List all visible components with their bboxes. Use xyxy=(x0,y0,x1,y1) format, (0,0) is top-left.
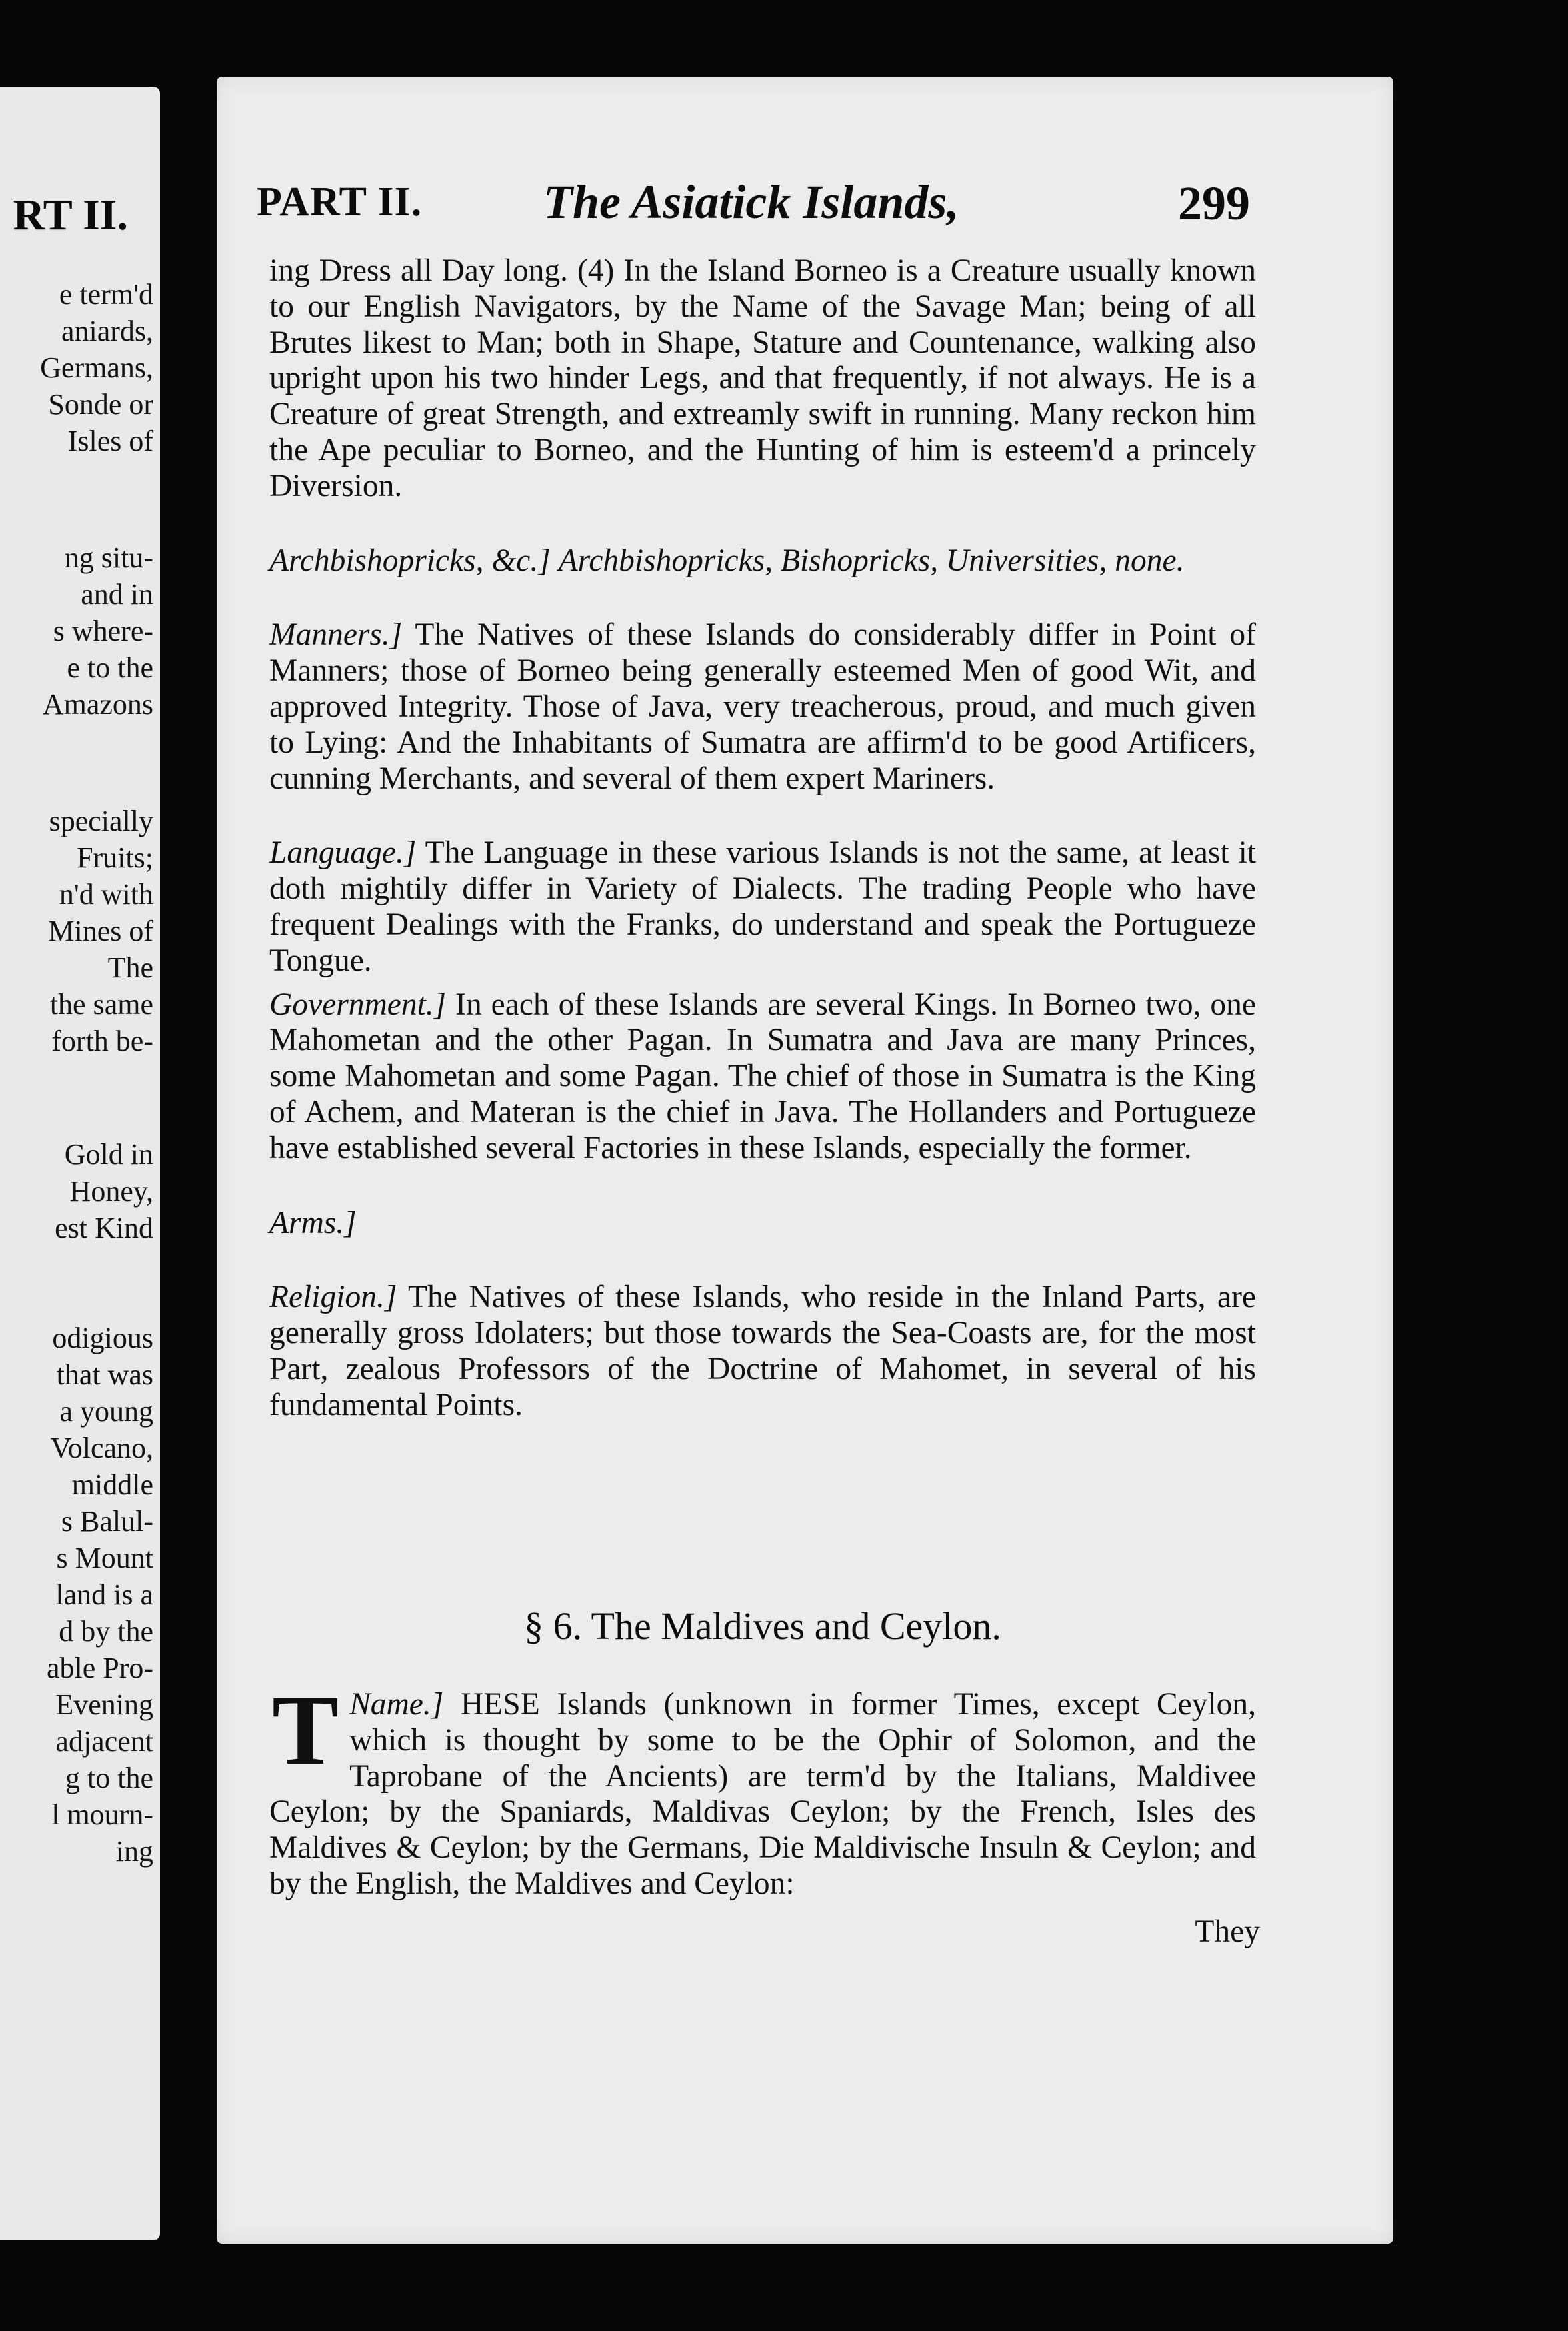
left-page-line: Germans, xyxy=(40,351,153,384)
side-label: Arms.] xyxy=(269,1205,357,1240)
left-page-line: the same xyxy=(49,988,153,1021)
left-page-line: aniards, xyxy=(61,315,153,347)
left-running-head: RT II. xyxy=(13,191,128,239)
left-page-line: Volcano, xyxy=(50,1432,153,1464)
left-page-line: Fruits; xyxy=(77,841,153,874)
section-heading: § 6. The Maldives and Ceylon. xyxy=(524,1604,1001,1648)
left-page-line: middle xyxy=(71,1468,153,1501)
left-page-line: Gold in xyxy=(64,1138,153,1171)
paragraph-arms xyxy=(269,1206,1256,1242)
left-page-line: s where- xyxy=(53,615,153,647)
paragraph-text: HESE Islands (unknown in former Times, except Ceylon, which is thought by some to be the Ophir of Solomon, and the Taprobane of the Ancients) are term'd by the Italians, Maldivee Ceylon; by the Spaniards, Maldivas Ceylon; by the French, Isles des Maldives & Ceylon; by the Germans, Die Maldivische Insuln & Ceylon; and by the English, the Maldives and Ceylon: xyxy=(269,1687,1257,1901)
left-page-line: The xyxy=(107,951,153,984)
running-header xyxy=(257,175,1250,239)
left-page-line: s Balul- xyxy=(61,1505,153,1538)
left-page-line: Sonde or xyxy=(48,388,153,421)
drop-capital: T xyxy=(272,1675,339,1786)
left-page-line: specially xyxy=(49,805,153,837)
body-text xyxy=(269,253,1256,1424)
left-page-line: odigious xyxy=(52,1322,153,1354)
paragraph-manners xyxy=(269,617,1256,797)
left-page-line: Amazons xyxy=(42,688,153,721)
paragraph-text: Archbishopricks, Bishopricks, Universities, none. xyxy=(558,543,1185,578)
left-page-line: n'd with xyxy=(59,878,153,911)
paragraph-text: The Natives of these Islands, who reside in the Inland Parts, are generally gross Idolaters; but those towards the Sea-Coasts are, for the most Part, zealous Professors of the Doctrine of Mahomet, in several of his fundamental Points. xyxy=(269,1280,1256,1422)
left-page-line: ing xyxy=(115,1835,153,1868)
left-page-line: ng situ- xyxy=(64,541,153,574)
side-label: Manners.] xyxy=(269,617,403,653)
paragraph-text: In each of these Islands are several Kings. In Borneo two, one Mahometan and the other Pagan. In Sumatra and Java are many Princes, some Mahometan and some Pagan. The chief of those in Sumatra is the King of Achem, and Materan is the chief in Java. The Hollanders and Portugueze have established several Factories in these Islands, especially the former. xyxy=(269,987,1257,1166)
left-page-line: g to the xyxy=(65,1762,153,1794)
left-page-line: s Mount xyxy=(56,1542,153,1574)
side-label: Archbishopricks, &c.] xyxy=(269,543,551,578)
paragraph-archbishopricks xyxy=(269,543,1256,579)
side-label: Religion.] xyxy=(269,1280,397,1315)
left-page-line: e term'd xyxy=(59,278,153,311)
left-page-line: Mines of xyxy=(48,915,153,947)
paragraph-language xyxy=(269,835,1256,979)
side-label: Government.] xyxy=(269,987,447,1022)
paragraph-religion xyxy=(269,1280,1256,1423)
left-page-line: that was xyxy=(56,1358,153,1391)
left-page-line: Isles of xyxy=(67,425,153,457)
section-body xyxy=(269,1675,1257,1902)
left-page-line: forth be- xyxy=(51,1025,153,1057)
left-page-line: adjacent xyxy=(55,1725,153,1758)
left-page-line: est Kind xyxy=(55,1212,153,1244)
paragraph-text: The Language in these various Islands is not the same, at least it doth mightily differ in Variety of Dialects. The trading People who have frequent Dealings with the Franks, do understand and speak the Portugueze Tongue. xyxy=(269,835,1256,978)
paragraph-savage-man: ing Dress all Day long. (4) In the Island Borneo is a Creature usually known to our English Navigators, by the Name of the Savage Man; being of all Brutes likest to Man; both in Shape, Stature and Countenance, walking also upright upon his two hinder Legs, and that frequently, if not always. He is a Creature of great Strength, and extreamly swift in running. Many reckon him the Ape peculiar to Borneo, and the Hunting of him is esteem'd a princely Diversion. xyxy=(269,253,1256,503)
left-page-fragment xyxy=(0,87,160,2240)
catchword: They xyxy=(1195,1914,1260,1949)
left-page-line: Honey, xyxy=(69,1175,153,1208)
part-label: PART II. xyxy=(257,179,423,225)
left-page-line: l mourn- xyxy=(51,1798,153,1831)
running-title: The Asiatick Islands, xyxy=(543,175,959,229)
left-page-line: d by the xyxy=(59,1615,153,1648)
left-page-line: and in xyxy=(81,578,153,611)
side-label: Name.] xyxy=(349,1687,444,1722)
side-label: Language.] xyxy=(269,835,417,871)
left-page-line: a young xyxy=(59,1395,153,1428)
left-page-line: e to the xyxy=(67,651,153,684)
paragraph-text: The Natives of these Islands do considerably differ in Point of Manners; those of Borneo being generally esteemed Men of good Wit, and approved Integrity. Those of Java, very treacherous, proud, and much given to Lying: And the Inhabitants of Sumatra are affirm'd to be good Artificers, cunning Merchants, and several of them expert Mariners. xyxy=(269,617,1256,796)
left-page-line: Evening xyxy=(55,1688,153,1721)
left-page-line: land is a xyxy=(55,1578,153,1611)
page-number: 299 xyxy=(1178,177,1250,230)
left-page-line: able Pro- xyxy=(46,1652,153,1684)
paragraph-government xyxy=(269,987,1256,1167)
paragraph-name xyxy=(269,1675,1257,1902)
